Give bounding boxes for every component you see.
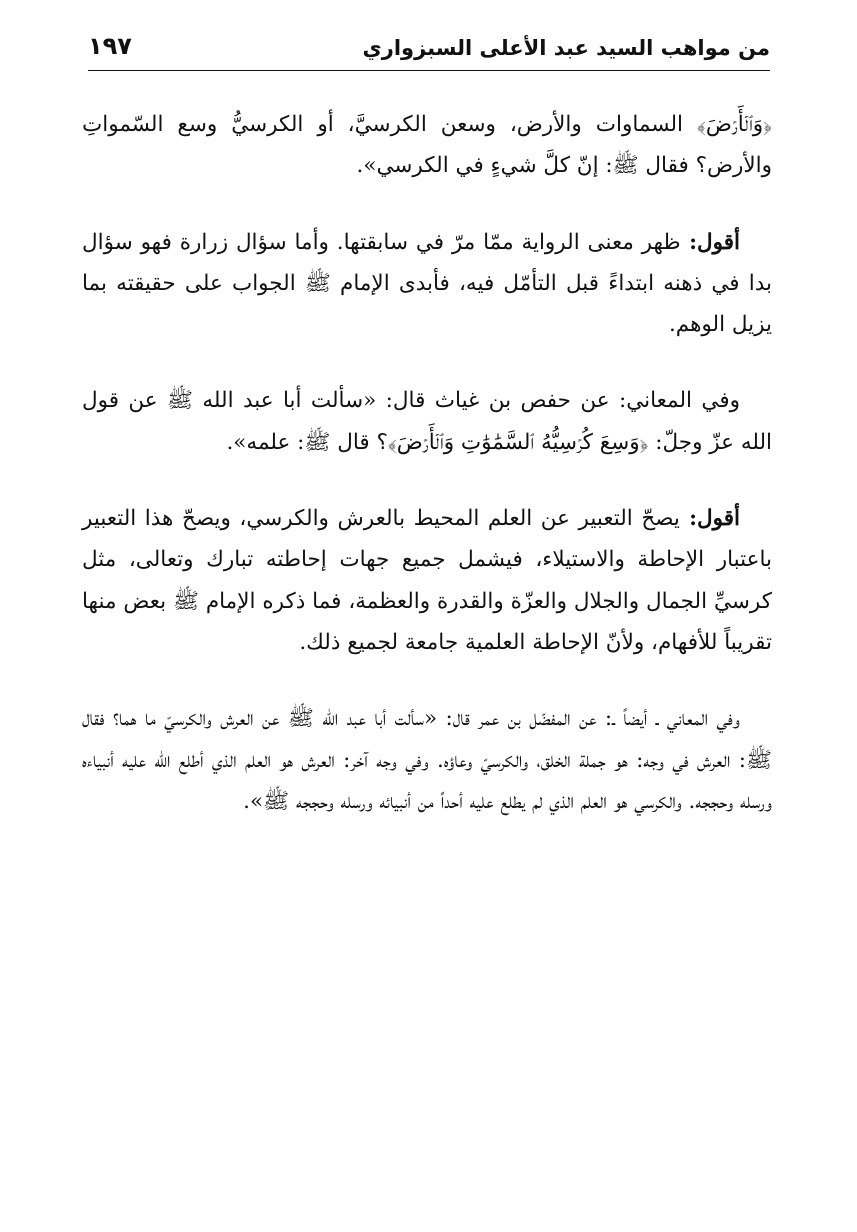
header-title: من مواهب السيد عبد الأعلى السبزواري xyxy=(362,36,770,60)
paragraph-1 xyxy=(82,104,772,187)
page-number: ١٩٧ xyxy=(88,32,132,60)
paragraph-text: ﴿وَٱلۡأَرۡضَ﴾ السماوات والأرض، وسعن الكرسيَّ، أو الكرسيُّ وسع السّمواتِ والأرض؟ فقال ﷺ: إنّ كلَّ شيءٍ في الكرسي». xyxy=(82,112,772,179)
running-header xyxy=(88,30,770,71)
paragraph-text: ظهر معنى الرواية ممّا مرّ في سابقتها. وأما سؤال زرارة فهو سؤال بدا في ذهنه ابتداءً قبل التأمّل فيه، فأبدى الإمام ﷺ الجواب على حقيقته بما يزيل الوهم. xyxy=(82,229,772,338)
paragraph-3 xyxy=(82,380,772,463)
paragraph-text: يصحّ التعبير عن العلم المحيط بالعرش والكرسي، ويصحّ هذا التعبير باعتبار الإحاطة والاستيلاء، فيشمل جميع جهات إحاطته تبارك وتعالى، مثل كرسيِّ الجمال والجلال والعزّة والقدرة والعظمة، فما ذكره الإمام ﷺ بعض منها تقريباً للأفهام، ولأنّ الإحاطة العلمية جامعة لجميع ذلك. xyxy=(82,506,772,655)
paragraph-2 xyxy=(82,222,772,346)
paragraph-lead: أقول: xyxy=(679,506,740,532)
paragraph-text: وفي المعاني ـ أيضاً ـ: عن المفضّل بن عمر قال: «سألت أبا عبد الله ﷺ عن العرش والكرسيّ ما هما؟ فقال ﷺ: العرش في وجه: هو جملة الخلق، والكرسيّ وعاؤه. وفي وجه آخر: العرش هو العلم الذي أطلع الله عليه أنبياءه ورسله وحججه. والكرسي هو العلم الذي لم يطلع عليه أحداً من أنبيائه ورسله وحججه ﷺ». xyxy=(82,706,772,814)
paragraph-lead: أقول: xyxy=(680,229,740,255)
paragraph-text: وفي المعاني: عن حفص بن غياث قال: «سألت أبا عبد الله ﷺ عن قول الله عزّ وجلّ: ﴿وَسِعَ كُرۡسِيُّهُ ٱلسَّمَٰوَٰتِ وَٱلۡأَرۡضَ﴾؟ قال ﷺ: علمه». xyxy=(82,388,772,455)
body-text xyxy=(82,104,772,857)
paragraph-4 xyxy=(82,498,772,663)
paragraph-5 xyxy=(82,698,772,822)
